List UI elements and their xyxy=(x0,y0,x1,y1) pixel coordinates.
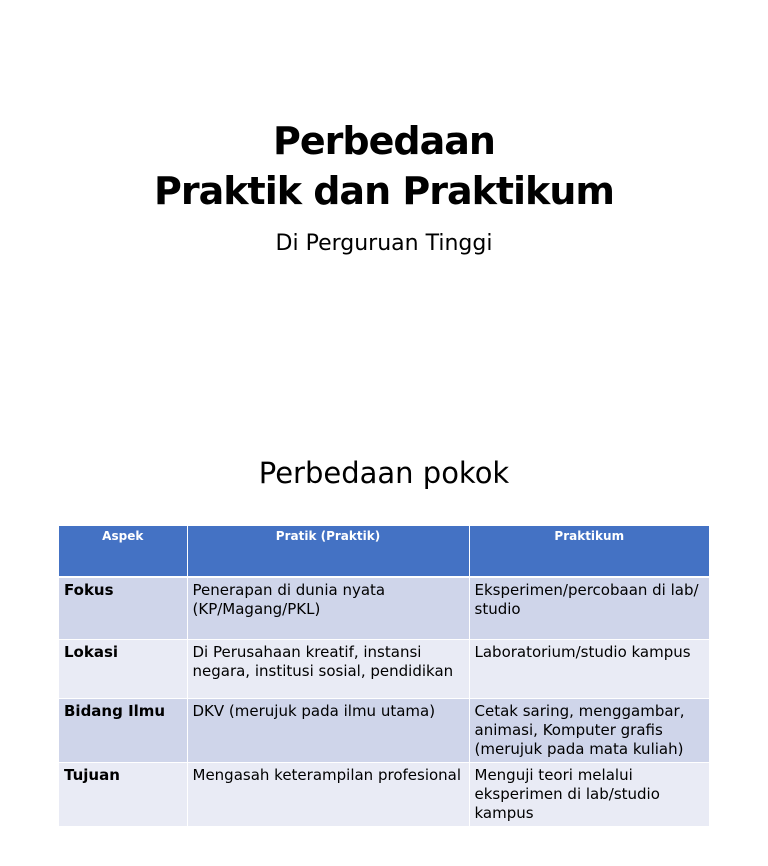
row-praktikum-cell: Laboratorium/studio kampus xyxy=(469,640,709,699)
header-praktik: Pratik (Praktik) xyxy=(187,526,469,577)
row-praktikum-cell: Menguji teori melalui eksperimen di lab/studio kampus xyxy=(469,763,709,827)
row-praktikum-cell: Eksperimen/percobaan di lab/ studio xyxy=(469,577,709,640)
header-praktikum: Praktikum xyxy=(469,526,709,577)
header-aspek: Aspek xyxy=(59,526,187,577)
table-header-row xyxy=(59,526,709,577)
row-aspect-cell: Bidang Ilmu xyxy=(59,699,187,763)
row-praktik-cell: Mengasah keterampilan profesional xyxy=(187,763,469,827)
row-praktik-cell: DKV (merujuk pada ilmu utama) xyxy=(187,699,469,763)
comparison-table xyxy=(59,526,709,827)
row-praktik-cell: Di Perusahaan kreatif, instansi negara, institusi sosial, pendidikan xyxy=(187,640,469,699)
table-row xyxy=(59,640,709,699)
table-row xyxy=(59,763,709,827)
slide-title-line-1: Perbedaan xyxy=(273,119,495,163)
table-row xyxy=(59,699,709,763)
slide-title-line-2: Praktik dan Praktikum xyxy=(154,169,614,213)
row-aspect-cell: Lokasi xyxy=(59,640,187,699)
slide-subtitle: Di Perguruan Tinggi xyxy=(275,231,493,256)
row-praktik-cell: Penerapan di dunia nyata (KP/Magang/PKL) xyxy=(187,577,469,640)
section-title: Perbedaan pokok xyxy=(258,456,510,490)
row-aspect-cell: Fokus xyxy=(59,577,187,640)
row-praktikum-cell: Cetak saring, menggambar, animasi, Komputer grafis (merujuk pada mata kuliah) xyxy=(469,699,709,763)
table-row xyxy=(59,577,709,640)
row-aspect-cell: Tujuan xyxy=(59,763,187,827)
slide-title xyxy=(0,116,768,216)
